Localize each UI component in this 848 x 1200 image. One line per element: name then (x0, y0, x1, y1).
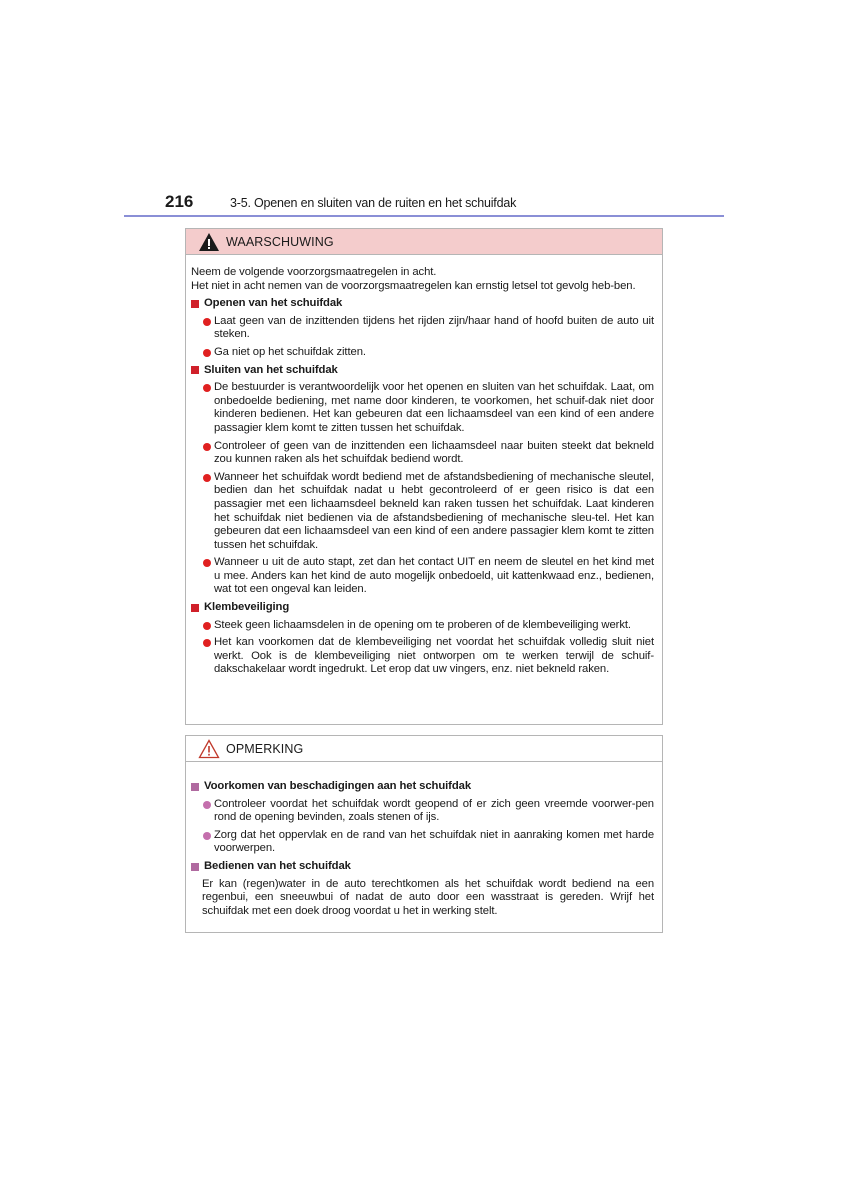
list-item-text: Zorg dat het oppervlak en de rand van het schuifdak niet in aanraking komen met harde voorwerpen. (214, 828, 654, 855)
header-rule (124, 215, 724, 217)
list-item-text: Wanneer het schuifdak wordt bediend met de afstandsbediening of mechanische sleutel, bedien dan het schuifdak nadat u hebt gecontroleerd of er geen risico is dat een passagier met een lichaamsdeel bekneld kan raken tussen het schuifdak. Laat kinderen het schuifdak niet bedienen via de afstandsbediening of mechanische sleu-tel. Het kan gebeuren dat een lichaamsdeel van een kind of een andere passagier klem komt te zitten tussen het schuifdak. (214, 470, 654, 551)
section-heading (191, 364, 654, 378)
note-box (185, 735, 663, 933)
warning-section-klembeveiliging (191, 601, 654, 677)
square-bullet-icon (191, 863, 199, 871)
warning-section-sluiten (191, 364, 654, 598)
warning-header (186, 229, 662, 255)
list-item (191, 798, 654, 825)
section-heading (191, 780, 654, 794)
square-bullet-icon (191, 783, 199, 791)
round-bullet-icon (203, 474, 211, 482)
section-heading (191, 860, 654, 874)
square-bullet-icon (191, 300, 199, 308)
section-title: 3-5. Openen en sluiten van de ruiten en het schuifdak (230, 196, 517, 210)
list-item (191, 440, 654, 467)
round-bullet-icon (203, 832, 211, 840)
list-item-text: Het kan voorkomen dat de klembeveiliging net voordat het schuifdak volledig sluit niet werkt. Ook is de klembeveiliging niet ontworpen om te werken terwijl de schuif-dakschakelaar wordt ingedrukt. Let erop dat uw vingers, enz. niet bekneld raken. (214, 636, 654, 676)
list-item (191, 556, 654, 597)
list-item (191, 346, 654, 360)
list-item-text: Wanneer u uit de auto stapt, zet dan het contact UIT en neem de sleutel en het kind met u mee. Anders kan het kind de auto mogelijk onbedoeld, uit kattenkwaad enz., bedienen, wat tot een ongeval kan leiden. (214, 556, 654, 596)
round-bullet-icon (203, 349, 211, 357)
list-item (191, 381, 654, 435)
list-item-text: Laat geen van de inzittenden tijdens het rijden zijn/haar hand of hoofd buiten de auto uit steken. (214, 314, 654, 341)
round-bullet-icon (203, 318, 211, 326)
section-heading-text: Klembeveiliging (204, 601, 290, 614)
warning-body (186, 255, 662, 677)
warning-intro (191, 266, 654, 293)
round-bullet-icon (203, 622, 211, 630)
note-header (186, 736, 662, 762)
note-body (186, 762, 662, 918)
note-section-beschadigingen (191, 780, 654, 856)
list-item (191, 315, 654, 342)
warning-box (185, 228, 663, 725)
square-bullet-icon (191, 366, 199, 374)
list-item-text: Steek geen lichaamsdelen in de opening om te proberen of de klembeveiliging werkt. (214, 618, 631, 631)
list-item (191, 471, 654, 553)
round-bullet-icon (203, 443, 211, 451)
list-item-text: De bestuurder is verantwoordelijk voor het openen en sluiten van het schuifdak. Laat, om onbedoelde bediening, met name door kinderen, te voorkomen, het schuif-dak niet door kinderen bedienen. Het kan gebeuren dat een lichaamsdeel van een kind of een andere passagier klem komt te zitten tussen het schuifdak. (214, 381, 654, 434)
list-item-text: Controleer voordat het schuifdak wordt geopend of er zich geen vreemde voorwer-pen rond de opening bevinden, zoals stenen of ijs. (214, 797, 654, 824)
list-item (191, 619, 654, 633)
warning-section-openen (191, 297, 654, 359)
list-item (191, 636, 654, 677)
note-paragraph: Er kan (regen)water in de auto terechtkomen als het schuifdak wordt bediend na een regenbui, een sneeuwbui of nadat de auto door een wasstraat is gereden. Wrijf het schuifdak met een doek droog voordat u het in werking stelt. (202, 877, 654, 917)
section-heading-text: Bedienen van het schuifdak (204, 859, 351, 872)
square-bullet-icon (191, 604, 199, 612)
page-header (124, 190, 724, 220)
page-number: 216 (165, 192, 194, 211)
section-heading-text: Sluiten van het schuifdak (204, 363, 338, 376)
round-bullet-icon (203, 801, 211, 809)
round-bullet-icon (203, 384, 211, 392)
section-heading (191, 601, 654, 615)
section-heading-text: Voorkomen van beschadigingen aan het schuifdak (204, 780, 472, 792)
warning-title: WAARSCHUWING (226, 234, 334, 249)
round-bullet-icon (203, 639, 211, 647)
caution-triangle-icon (198, 739, 220, 759)
section-heading (191, 297, 654, 311)
round-bullet-icon (203, 559, 211, 567)
warning-intro-line: Neem de volgende voorzorgsmaatregelen in acht. (191, 266, 437, 278)
list-item-text: Ga niet op het schuifdak zitten. (214, 345, 366, 358)
list-item (191, 829, 654, 856)
section-heading-text: Openen van het schuifdak (204, 297, 343, 310)
warning-triangle-icon (198, 232, 220, 252)
list-item-text: Controleer of geen van de inzittenden een lichaamsdeel naar buiten steekt dat bekneld zou kunnen raken als het schuifdak bediend wordt. (214, 439, 654, 466)
note-title: OPMERKING (226, 741, 304, 756)
warning-intro-line: Het niet in acht nemen van de voorzorgsmaatregelen kan ernstig letsel tot gevolg heb-ben. (191, 279, 636, 292)
note-section-bedienen (191, 860, 654, 918)
